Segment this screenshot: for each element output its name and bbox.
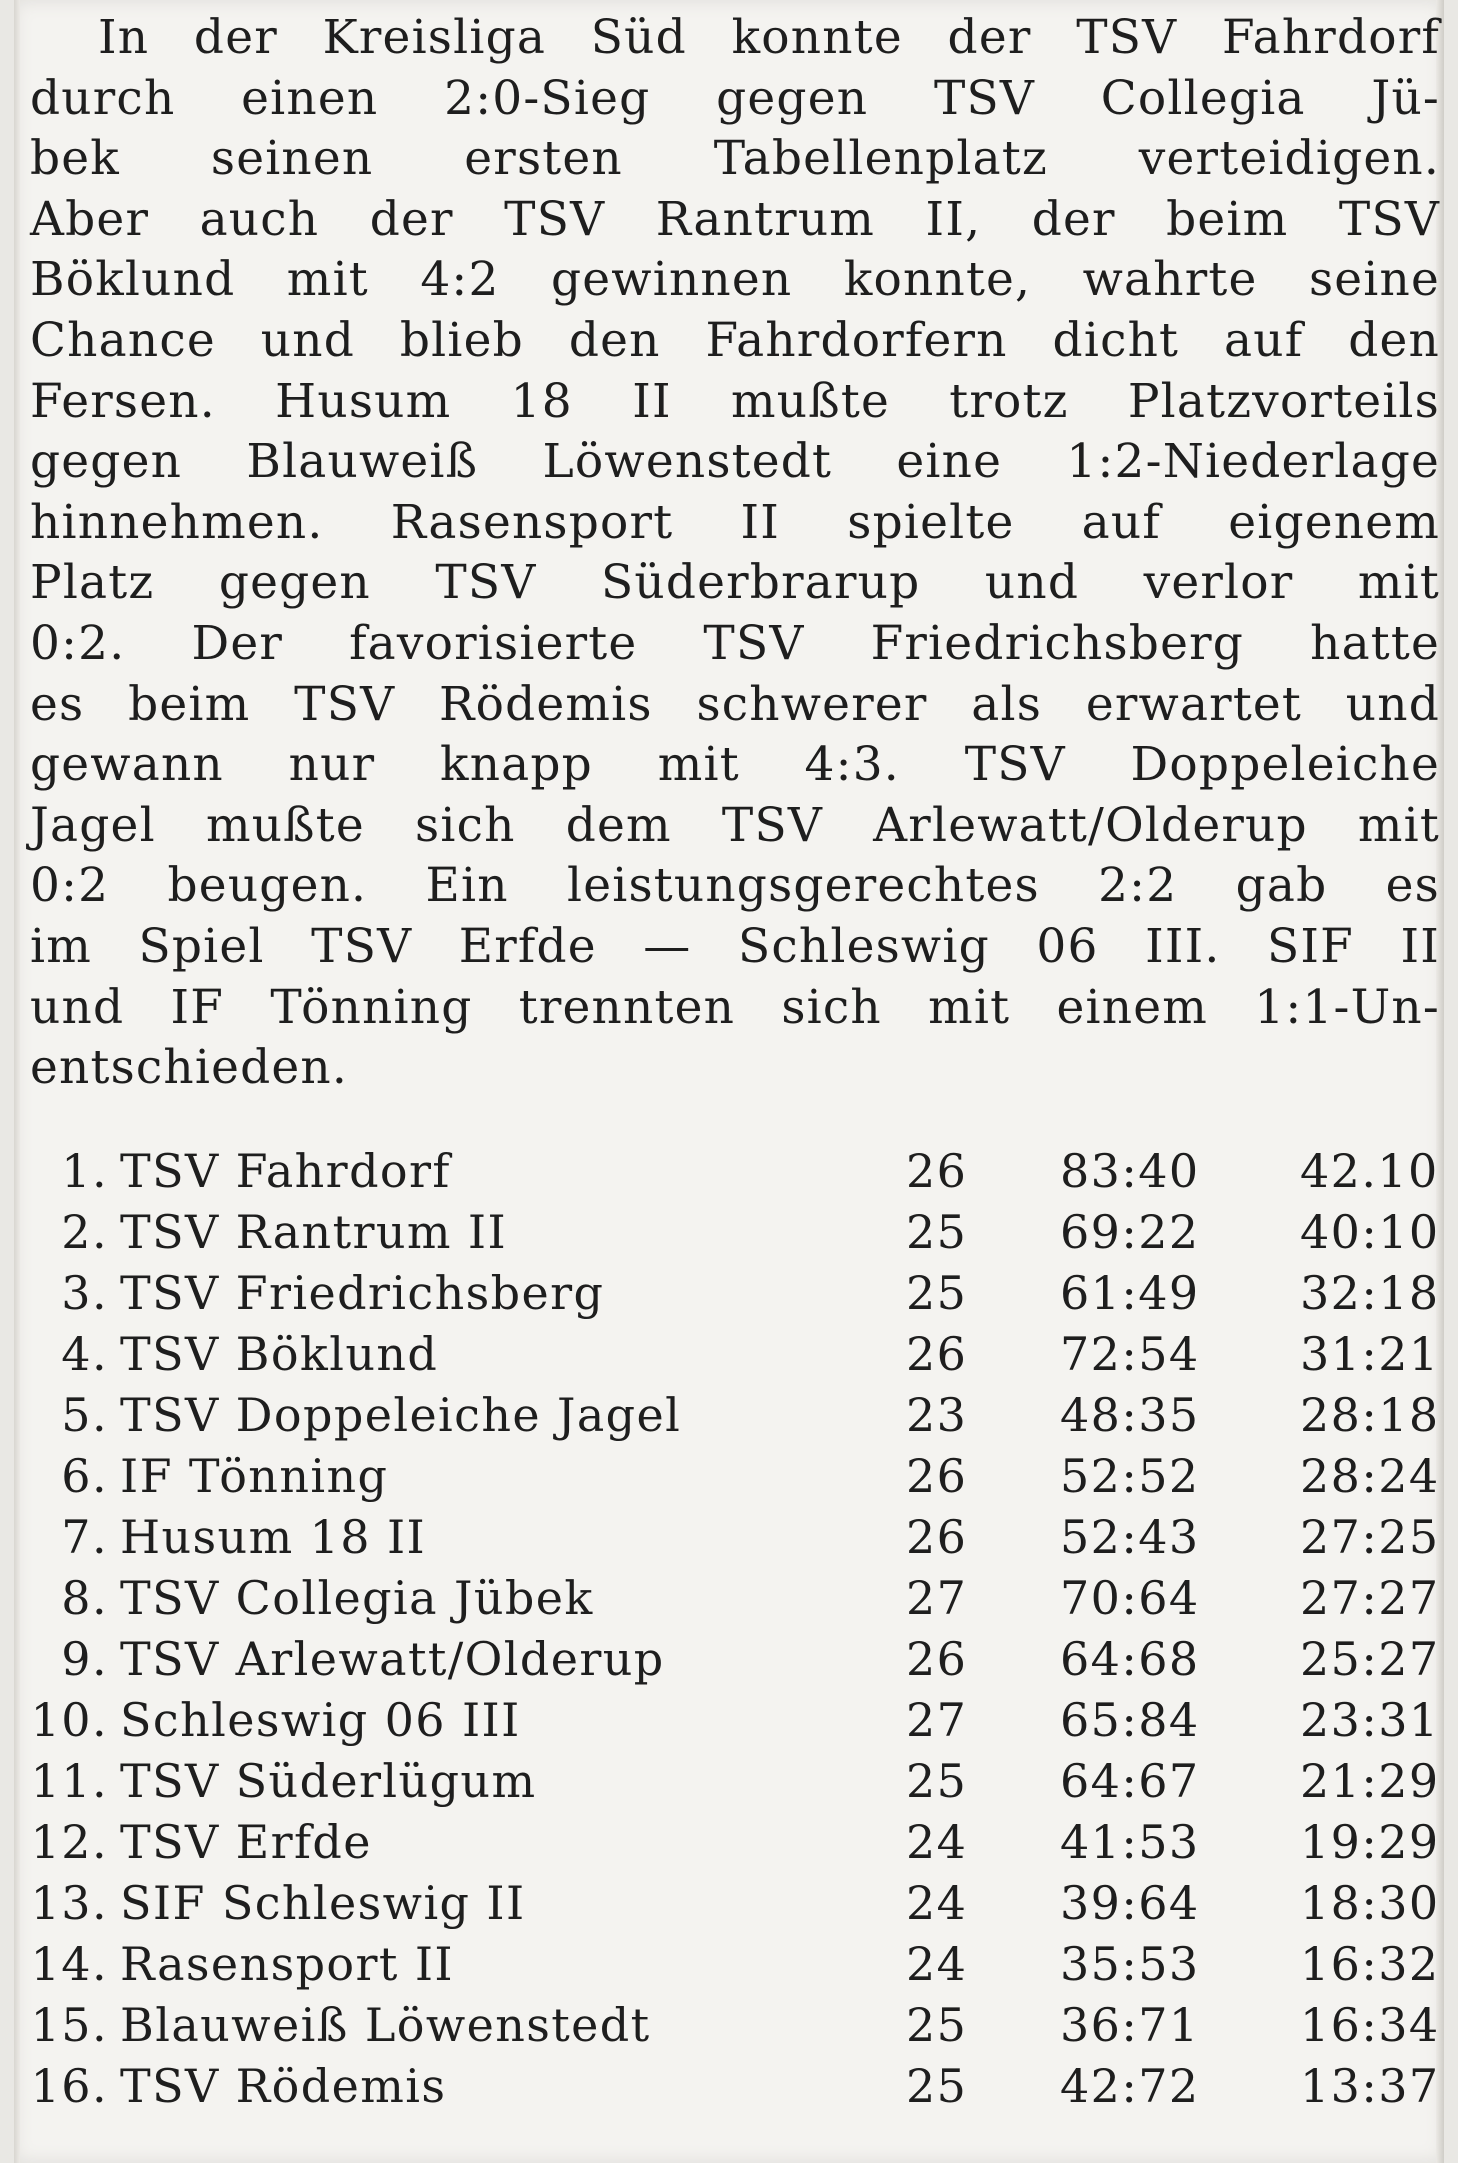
team-name: Schleswig 06 III (120, 1693, 521, 1747)
goal-ratio: 69:22 (1060, 1205, 1200, 1259)
table-row (30, 1754, 1450, 1815)
article-line: Böklund mit 4:2 gewinnen konnte, wahrte seine (30, 252, 1440, 308)
points: 28:24 (1300, 1449, 1440, 1503)
rank: 13. (30, 1876, 108, 1930)
rank: 5. (61, 1388, 108, 1442)
article-line: bek seinen ersten Tabellenplatz verteidigen. (30, 131, 1440, 187)
table-row (30, 1815, 1450, 1876)
article-line: Chance und blieb den Fahrdorfern dicht auf den (30, 312, 1440, 368)
team-name: TSV Böklund (120, 1327, 439, 1381)
team-name: TSV Fahrdorf (120, 1144, 451, 1198)
article-line: im Spiel TSV Erfde — Schleswig 06 III. SIF II (30, 918, 1440, 974)
team-name: TSV Doppeleiche Jagel (120, 1388, 682, 1442)
article-line: Fersen. Husum 18 II mußte trotz Platzvorteils (30, 373, 1440, 429)
team-name: TSV Friedrichsberg (120, 1266, 605, 1320)
team-name: IF Tönning (120, 1449, 389, 1503)
rank: 8. (61, 1571, 108, 1625)
article-line: 0:2 beugen. Ein leistungsgerechtes 2:2 gab es (30, 858, 1440, 914)
points: 42.10 (1300, 1144, 1439, 1198)
games-played: 26 (906, 1144, 968, 1198)
goal-ratio: 39:64 (1060, 1876, 1200, 1930)
article-line: es beim TSV Rödemis schwerer als erwartet und (30, 676, 1440, 732)
goal-ratio: 52:43 (1060, 1510, 1200, 1564)
goal-ratio: 61:49 (1060, 1266, 1200, 1320)
team-name: Blauweiß Löwenstedt (120, 1998, 651, 2052)
table-row (30, 1327, 1450, 1388)
table-row (30, 1510, 1450, 1571)
points: 32:18 (1300, 1266, 1440, 1320)
points: 16:34 (1300, 1998, 1440, 2052)
article-paragraph (30, 8, 1440, 1099)
article-line: durch einen 2:0-Sieg gegen TSV Collegia Jü- (30, 70, 1440, 126)
goal-ratio: 48:35 (1060, 1388, 1200, 1442)
games-played: 26 (906, 1327, 968, 1381)
article-line: entschieden. (30, 1040, 349, 1096)
team-name: SIF Schleswig II (120, 1876, 526, 1930)
team-name: TSV Erfde (120, 1815, 372, 1869)
team-name: TSV Arlewatt/Olderup (120, 1632, 665, 1686)
article-line: Platz gegen TSV Süderbrarup und verlor mit (30, 555, 1440, 611)
rank: 11. (30, 1754, 108, 1808)
clipping-left-edge (14, 0, 20, 2163)
rank: 16. (30, 2059, 108, 2113)
article-line: Jagel mußte sich dem TSV Arlewatt/Olderup mit (30, 797, 1440, 853)
goal-ratio: 65:84 (1060, 1693, 1200, 1747)
games-played: 26 (906, 1632, 968, 1686)
games-played: 25 (906, 1754, 968, 1808)
games-played: 23 (906, 1388, 968, 1442)
points: 23:31 (1300, 1693, 1440, 1747)
rank: 7. (61, 1510, 108, 1564)
goal-ratio: 41:53 (1060, 1815, 1200, 1869)
rank: 2. (61, 1205, 108, 1259)
games-played: 24 (906, 1937, 968, 1991)
goal-ratio: 64:68 (1060, 1632, 1200, 1686)
games-played: 27 (906, 1693, 968, 1747)
newspaper-clipping (14, 0, 1444, 2163)
table-row (30, 1998, 1450, 2059)
games-played: 26 (906, 1449, 968, 1503)
points: 31:21 (1300, 1327, 1440, 1381)
article-line: und IF Tönning trennten sich mit einem 1:1-Un- (30, 979, 1440, 1035)
table-row (30, 1266, 1450, 1327)
article-line: Aber auch der TSV Rantrum II, der beim TSV (30, 191, 1440, 247)
games-played: 27 (906, 1571, 968, 1625)
goal-ratio: 42:72 (1060, 2059, 1200, 2113)
article (30, 8, 1440, 2113)
goal-ratio: 35:53 (1060, 1937, 1200, 1991)
table-row (30, 1144, 1450, 1205)
games-played: 25 (906, 1998, 968, 2052)
table-row (30, 1876, 1450, 1937)
goal-ratio: 64:67 (1060, 1754, 1200, 1808)
rank: 10. (30, 1693, 108, 1747)
rank: 3. (61, 1266, 108, 1320)
article-line: 0:2. Der favorisierte TSV Friedrichsberg hatte (30, 615, 1440, 671)
article-line: In der Kreisliga Süd konnte der TSV Fahrdorf (98, 10, 1440, 65)
games-played: 25 (906, 1205, 968, 1259)
rank: 9. (61, 1632, 108, 1686)
rank: 4. (61, 1327, 108, 1381)
games-played: 25 (906, 2059, 968, 2113)
goal-ratio: 52:52 (1060, 1449, 1200, 1503)
points: 13:37 (1300, 2059, 1440, 2113)
rank: 1. (61, 1144, 108, 1198)
team-name: TSV Süderlügum (120, 1754, 537, 1808)
points: 16:32 (1300, 1937, 1440, 1991)
table-row (30, 1449, 1450, 1510)
games-played: 26 (906, 1510, 968, 1564)
team-name: TSV Rantrum II (120, 1205, 508, 1259)
table-row (30, 1937, 1450, 1998)
games-played: 25 (906, 1266, 968, 1320)
points: 19:29 (1300, 1815, 1440, 1869)
table-row (30, 2059, 1450, 2120)
article-line: gewann nur knapp mit 4:3. TSV Doppeleiche (30, 737, 1440, 793)
standings-table (30, 1144, 1450, 2120)
points: 40:10 (1300, 1205, 1440, 1259)
rank: 14. (30, 1937, 108, 1991)
team-name: Husum 18 II (120, 1510, 427, 1564)
table-row (30, 1571, 1450, 1632)
points: 25:27 (1300, 1632, 1440, 1686)
rank: 12. (30, 1815, 108, 1869)
points: 18:30 (1300, 1876, 1440, 1930)
article-line: gegen Blauweiß Löwenstedt eine 1:2-Niederlage (30, 434, 1440, 490)
goal-ratio: 70:64 (1060, 1571, 1200, 1625)
team-name: TSV Rödemis (120, 2059, 447, 2113)
games-played: 24 (906, 1876, 968, 1930)
table-row (30, 1632, 1450, 1693)
rank: 15. (30, 1998, 108, 2052)
goal-ratio: 72:54 (1060, 1327, 1200, 1381)
games-played: 24 (906, 1815, 968, 1869)
table-row (30, 1205, 1450, 1266)
team-name: TSV Collegia Jübek (120, 1571, 594, 1625)
table-row (30, 1388, 1450, 1449)
team-name: Rasensport II (120, 1937, 454, 1991)
article-line: hinnehmen. Rasensport II spielte auf eigenem (30, 494, 1440, 550)
points: 28:18 (1300, 1388, 1440, 1442)
points: 27:25 (1300, 1510, 1440, 1564)
points: 21:29 (1300, 1754, 1440, 1808)
goal-ratio: 36:71 (1060, 1998, 1200, 2052)
points: 27:27 (1300, 1571, 1440, 1625)
table-row (30, 1693, 1450, 1754)
rank: 6. (61, 1449, 108, 1503)
goal-ratio: 83:40 (1060, 1144, 1200, 1198)
